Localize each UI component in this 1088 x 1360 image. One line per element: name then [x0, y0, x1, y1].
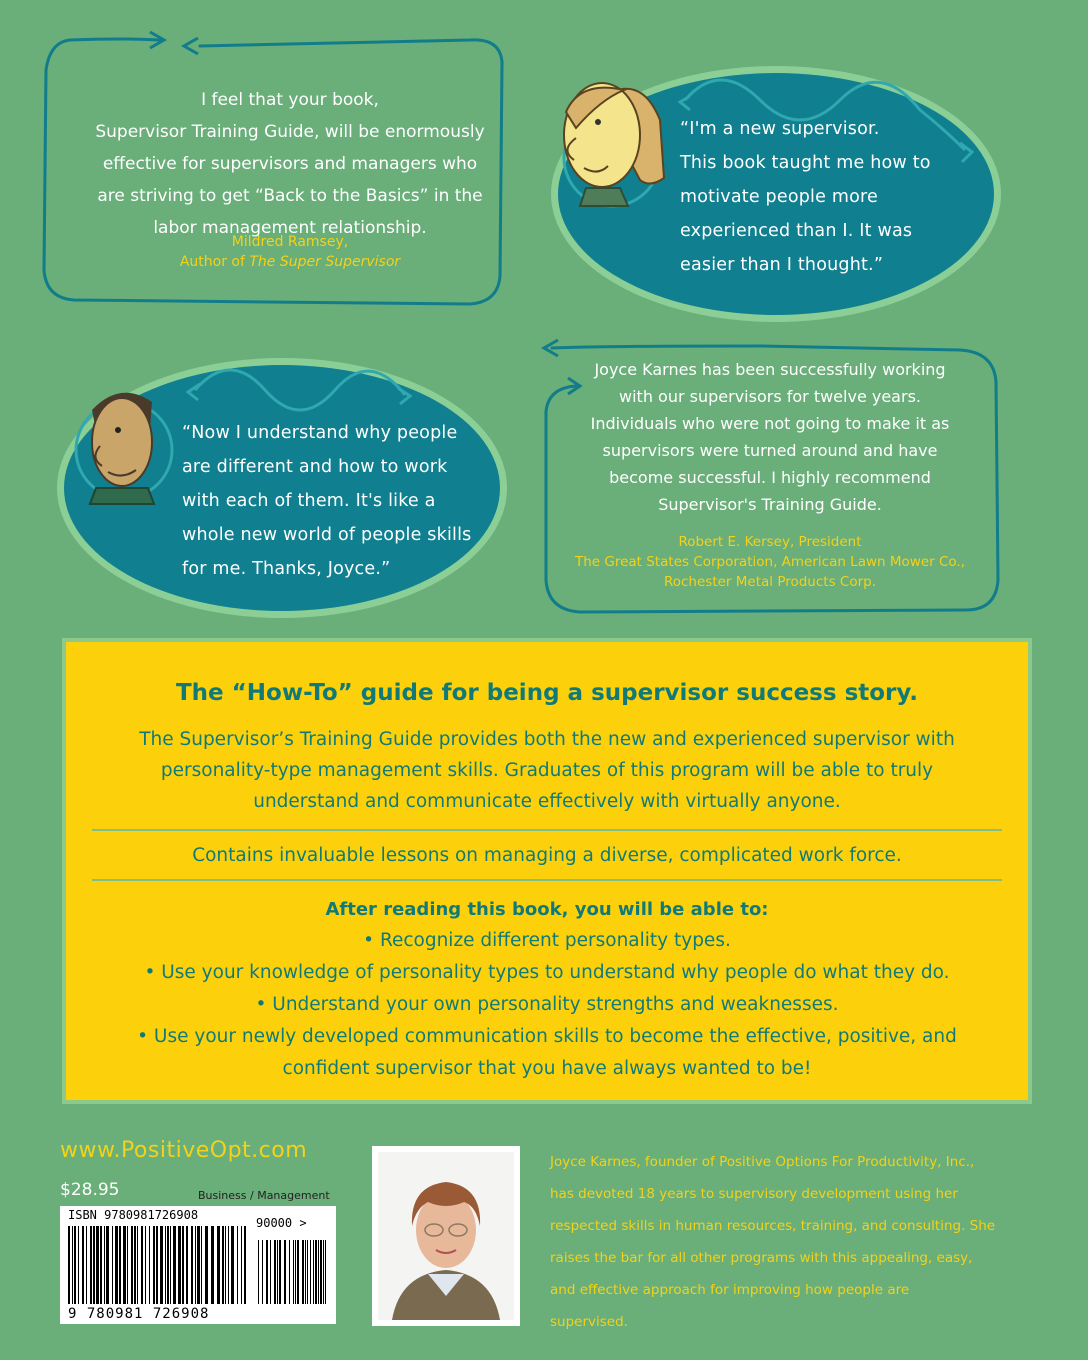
divider	[92, 879, 1002, 881]
bubble-line: for me. Thanks, Joyce.”	[182, 559, 391, 579]
testimonial-line: supervisors were turned around and have	[602, 441, 938, 460]
testimonial-line: effective for supervisors and managers who	[102, 154, 478, 174]
bio-line: supervised.	[550, 1314, 628, 1330]
man-cartoon-icon	[90, 393, 154, 504]
testimonial-top-left-attribution	[90, 232, 490, 272]
testimonial-top-left	[90, 84, 490, 244]
barcode-digits: 9 780981 726908	[68, 1306, 210, 1322]
bio-line: has devoted 18 years to supervisory development using her	[550, 1186, 958, 1202]
benefits-heading: After reading this book, you will be able to:	[325, 899, 769, 920]
attribution-line: The Great States Corporation, American Lawn Mower Co.,	[574, 554, 965, 570]
feature-headline: The “How-To” guide for being a supervisor success story.	[175, 680, 919, 706]
testimonial-middle-right-attribution	[556, 532, 984, 592]
addon-code: 90000 >	[256, 1216, 307, 1230]
barcode-bars-icon	[68, 1226, 330, 1308]
testimonial-line: Supervisor's Training Guide.	[658, 495, 882, 514]
isbn-label: ISBN 9780981726908	[68, 1208, 199, 1222]
author-credit	[90, 252, 490, 272]
author-portrait-icon	[372, 1146, 520, 1326]
description-line: The Supervisor’s Training Guide provides both the new and experienced supervisor with	[139, 729, 955, 750]
attribution-line: Robert E. Kersey, President	[678, 534, 862, 550]
price-label: $28.95	[60, 1180, 120, 1200]
benefit-item: • Use your knowledge of personality types to understand why people do what they do.	[144, 962, 950, 983]
benefits-list	[66, 925, 1028, 1085]
bubble-line: easier than I thought.”	[680, 255, 884, 275]
bubble-line: with each of them. It's like a	[182, 491, 436, 511]
testimonial-top-right	[680, 112, 980, 282]
author-name: Mildred Ramsey,	[231, 234, 349, 250]
bubble-line: are different and how to work	[182, 457, 448, 477]
bubble-line: motivate people more	[680, 187, 878, 207]
bio-line: respected skills in human resources, training, and consulting. She	[550, 1218, 996, 1234]
bio-line: raises the bar for all other programs with this appealing, easy,	[550, 1250, 973, 1266]
bubble-line: This book taught me how to	[680, 153, 931, 173]
category-label: Business / Management	[198, 1189, 330, 1202]
benefit-item: • Understand your own personality strengths and weaknesses.	[255, 994, 839, 1015]
barcode	[60, 1206, 336, 1324]
bubble-line: “Now I understand why people	[182, 423, 458, 443]
feature-description	[66, 724, 1028, 817]
description-line: personality-type management skills. Graduates of this program will be able to truly	[160, 760, 934, 781]
frame-arrow-left	[184, 38, 198, 54]
bubble-line: whole new world of people skills	[182, 525, 472, 545]
testimonial-line: are striving to get “Back to the Basics” in the	[97, 186, 483, 206]
bubble-line: experienced than I. It was	[680, 221, 913, 241]
testimonial-line: with our supervisors for twelve years.	[619, 387, 921, 406]
testimonial-line: Joyce Karnes has been successfully working	[594, 360, 946, 379]
testimonial-line: I feel that your book,	[201, 90, 379, 110]
testimonial-line: Individuals who were not going to make it as	[590, 414, 950, 433]
feature-panel	[62, 638, 1032, 1104]
attribution-line: Rochester Metal Products Corp.	[663, 574, 877, 590]
bio-line: and effective approach for improving how people are	[550, 1282, 910, 1298]
author-book-title: The Super Supervisor	[249, 254, 401, 270]
testimonial-middle-left	[182, 416, 492, 586]
author-prefix: Author of	[179, 254, 250, 270]
divider	[92, 829, 1002, 831]
website-link[interactable]: www.PositiveOpt.com	[60, 1138, 308, 1163]
testimonial-line: labor management relationship.	[153, 218, 427, 238]
testimonial-line: Supervisor Training Guide, will be enormously	[95, 122, 485, 142]
author-bio	[550, 1146, 1020, 1338]
contains-statement: Contains invaluable lessons on managing a diverse, complicated work force.	[192, 845, 902, 866]
author-photo	[372, 1146, 520, 1326]
testimonial-line: become successful. I highly recommend	[609, 468, 931, 487]
bio-line: Joyce Karnes, founder of Positive Options For Productivity, Inc.,	[550, 1154, 975, 1170]
bubble-line: “I'm a new supervisor.	[680, 119, 880, 139]
benefit-item: • Use your newly developed communication skills to become the effective, positive, and	[137, 1026, 957, 1047]
benefit-item: confident supervisor that you have always wanted to be!	[282, 1058, 812, 1079]
benefit-item: • Recognize different personality types.	[363, 930, 731, 951]
description-line: understand and communicate effectively with virtually anyone.	[253, 791, 841, 812]
testimonial-middle-right	[560, 356, 980, 518]
